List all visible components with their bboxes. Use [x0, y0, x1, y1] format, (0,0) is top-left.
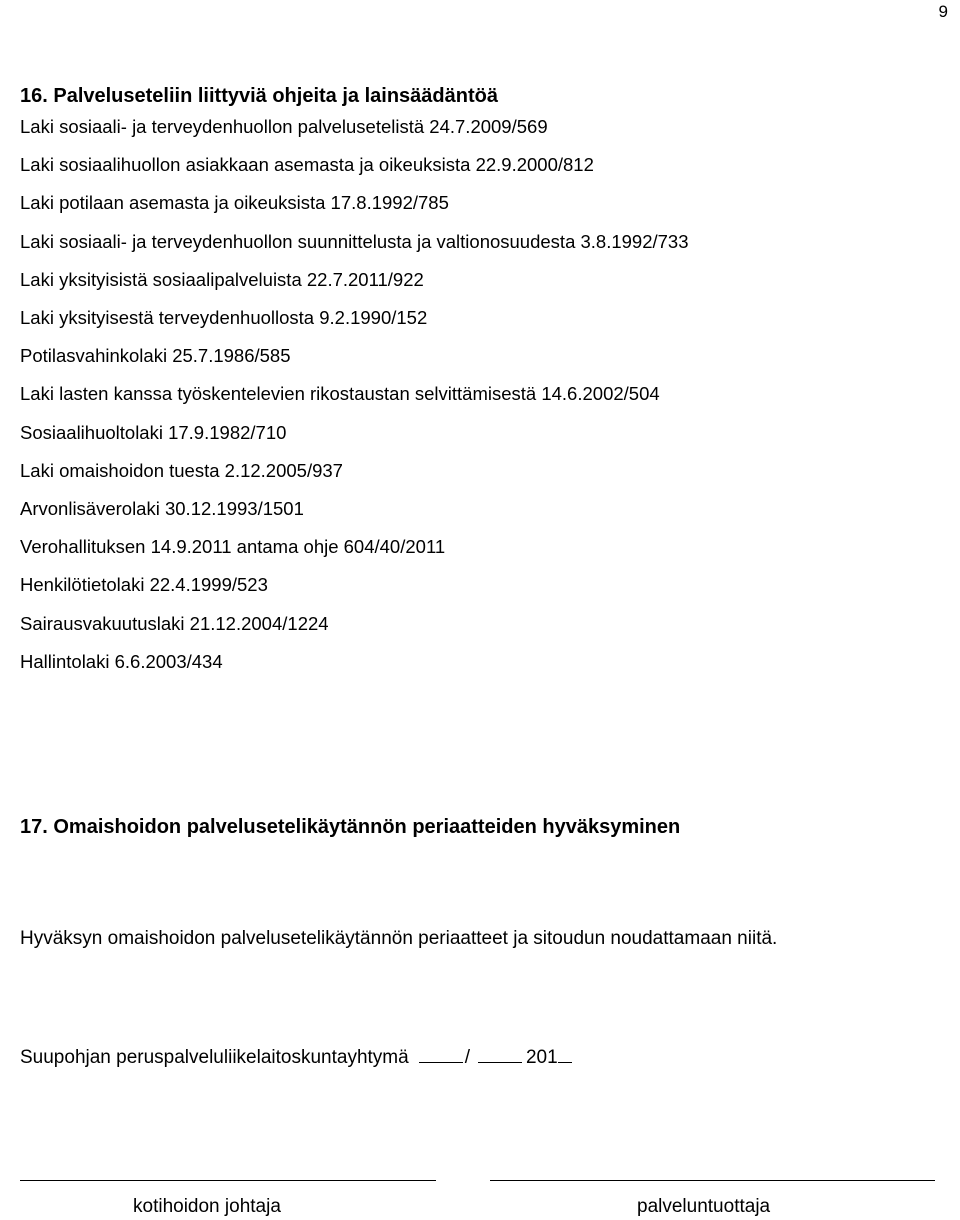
law-item: Laki sosiaali- ja terveydenhuollon palvelusetelistä 24.7.2009/569: [20, 116, 548, 137]
section-16: [20, 84, 689, 681]
section-17: [20, 815, 680, 839]
law-item: Laki potilaan asemasta ja oikeuksista 17.8.1992/785: [20, 192, 449, 214]
signature-label-home-care-director: kotihoidon johtaja: [133, 1196, 281, 1217]
month-blank[interactable]: [478, 1042, 522, 1063]
law-item: Laki sosiaali- ja terveydenhuollon suunnittelusta ja valtionosuudesta 3.8.1992/733: [20, 230, 689, 252]
law-item: Laki omaishoidon tuesta 2.12.2005/937: [20, 459, 343, 481]
law-item: Potilasvahinkolaki 25.7.1986/585: [20, 345, 291, 367]
year-prefix: 201: [525, 1047, 558, 1068]
place-date-line: [20, 1042, 572, 1071]
law-item: Laki yksityisestä terveydenhuollosta 9.2.1990/152: [20, 307, 428, 329]
signature-line-left[interactable]: [20, 1180, 436, 1181]
section-17-heading: 17. Omaishoidon palvelusetelikäytännön periaatteiden hyväksyminen: [20, 816, 681, 838]
signature-label-service-provider: palveluntuottaja: [637, 1196, 771, 1217]
approval-statement: Hyväksyn omaishoidon palvelusetelikäytännön periaatteet ja sitoudun noudattamaan niitä.: [20, 928, 778, 949]
law-item: Verohallituksen 14.9.2011 antama ohje 604/40/2011: [20, 536, 446, 558]
section-16-heading: 16. Palveluseteliin liittyviä ohjeita ja lainsäädäntöä: [20, 85, 498, 107]
signature-line-right[interactable]: [490, 1180, 935, 1181]
law-item: Laki sosiaalihuollon asiakkaan asemasta ja oikeuksista 22.9.2000/812: [20, 154, 594, 176]
day-blank[interactable]: [419, 1042, 463, 1063]
law-item: Hallintolaki 6.6.2003/434: [20, 650, 223, 672]
law-item: Sairausvakuutuslaki 21.12.2004/1224: [20, 612, 329, 634]
organization-name: Suupohjan peruspalveluliikelaitoskuntayhtymä: [20, 1047, 409, 1068]
law-item: Arvonlisäverolaki 30.12.1993/1501: [20, 498, 304, 520]
law-item: Sosiaalihuoltolaki 17.9.1982/710: [20, 421, 287, 443]
date-separator: /: [464, 1047, 470, 1068]
year-digit-blank[interactable]: [558, 1042, 572, 1063]
law-list: [20, 108, 689, 681]
law-item: Laki yksityisistä sosiaalipalveluista 22.7.2011/922: [20, 268, 424, 290]
law-item: Henkilötietolaki 22.4.1999/523: [20, 574, 268, 596]
law-item: Laki lasten kanssa työskentelevien rikostaustan selvittämisestä 14.6.2002/504: [20, 383, 660, 405]
page-number: 9: [938, 2, 948, 21]
